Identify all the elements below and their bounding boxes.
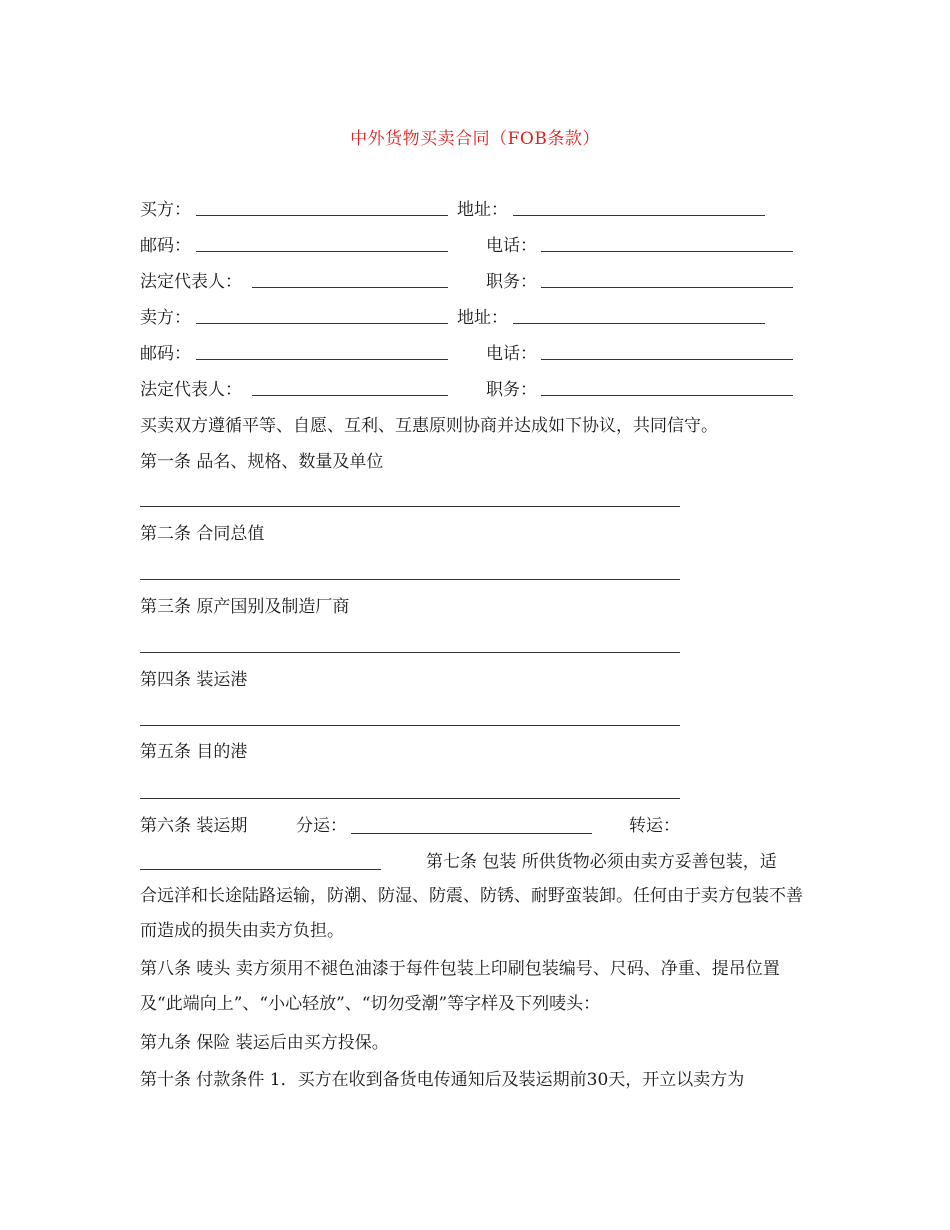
document-title: 中外货物买卖合同（FOB条款）: [350, 129, 600, 149]
article-4-heading: 第四条 装运港: [140, 670, 248, 690]
seller-name-field[interactable]: [196, 323, 448, 324]
article-2-heading: 第二条 合同总值: [140, 524, 265, 544]
preamble-text: 买卖双方遵循平等、自愿、互利、互惠原则协商并达成如下协议，共同信守。: [140, 416, 718, 436]
article-7-start: 第七条 包装 所供货物必须由卖方妥善包装，适: [426, 852, 777, 872]
buyer-address-label: 地址：: [457, 200, 508, 220]
seller-label: 卖方：: [140, 308, 191, 328]
buyer-rep-field[interactable]: [252, 287, 448, 288]
article-10-text: 第十条 付款条件 1．买方在收到备货电传通知后及装运期前30天，开立以卖方为: [140, 1070, 745, 1090]
buyer-postcode-label: 邮码：: [140, 236, 191, 256]
seller-rep-field[interactable]: [252, 395, 448, 396]
article-6-heading: 第六条 装运期: [140, 816, 248, 836]
seller-title-field[interactable]: [541, 395, 793, 396]
seller-postcode-field[interactable]: [196, 359, 448, 360]
seller-title-label: 职务：: [486, 380, 537, 400]
seller-postcode-label: 邮码：: [140, 344, 191, 364]
buyer-name-field[interactable]: [196, 215, 448, 216]
buyer-phone-label: 电话：: [486, 236, 537, 256]
seller-phone-label: 电话：: [486, 344, 537, 364]
partial-shipment-label: 分运：: [296, 816, 347, 836]
seller-rep-label: 法定代表人：: [140, 380, 242, 400]
article-7-body: 合远洋和长途陆路运输，防潮、防湿、防震、防锈、耐野蛮装卸。任何由于卖方包装不善而造成的损失由卖方负担。: [140, 886, 803, 941]
partial-shipment-field[interactable]: [351, 833, 592, 834]
article-1-field[interactable]: [140, 506, 680, 507]
article-4-field[interactable]: [140, 725, 680, 726]
article-5-field[interactable]: [140, 798, 680, 799]
buyer-rep-label: 法定代表人：: [140, 272, 242, 292]
buyer-address-field[interactable]: [513, 215, 765, 216]
article-9-text: 第九条 保险 装运后由买方投保。: [140, 1033, 389, 1053]
buyer-label: 买方：: [140, 200, 191, 220]
article-8-text: 第八条 唛头 卖方须用不褪色油漆于每件包装上印刷包装编号、尺码、净重、提吊位置及“此端向上”、“小心轻放”、“切勿受潮”等字样及下列唛头：: [140, 959, 780, 1014]
seller-address-label: 地址：: [457, 308, 508, 328]
buyer-postcode-field[interactable]: [196, 251, 448, 252]
transshipment-field[interactable]: [140, 869, 381, 870]
seller-phone-field[interactable]: [541, 359, 793, 360]
article-5-heading: 第五条 目的港: [140, 742, 248, 762]
article-3-field[interactable]: [140, 652, 680, 653]
buyer-title-label: 职务：: [486, 272, 537, 292]
article-2-field[interactable]: [140, 579, 680, 580]
article-3-heading: 第三条 原产国别及制造厂商: [140, 597, 350, 617]
buyer-phone-field[interactable]: [541, 251, 793, 252]
transshipment-label: 转运：: [629, 816, 680, 836]
seller-address-field[interactable]: [513, 323, 765, 324]
article-1-heading: 第一条 品名、规格、数量及单位: [140, 452, 384, 472]
buyer-title-field[interactable]: [541, 287, 793, 288]
